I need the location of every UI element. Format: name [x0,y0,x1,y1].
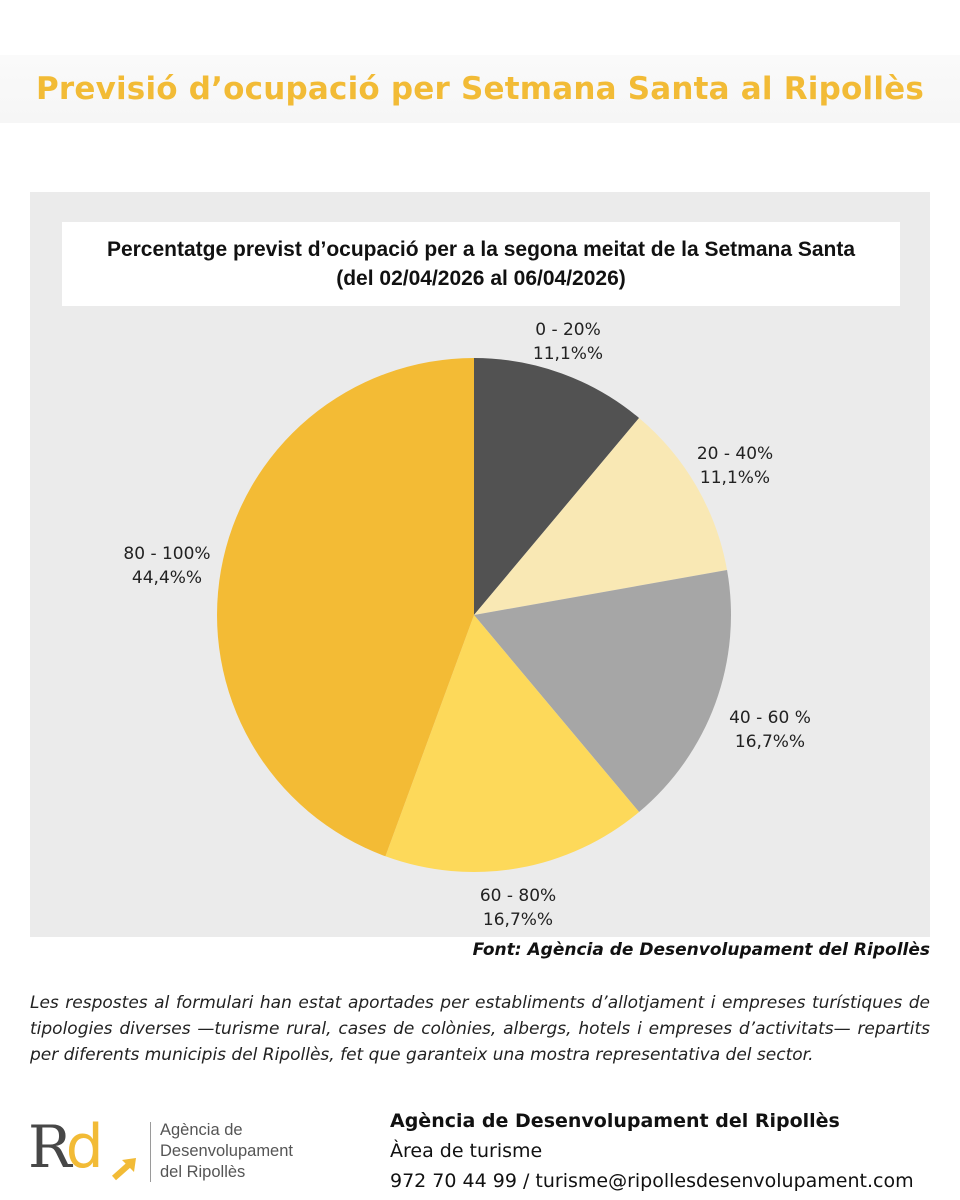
slice-category-2: 20 - 40% [696,444,774,464]
chart-subtitle: (del 02/04/2026 al 06/04/2026) [336,267,626,290]
slice-value-1: 11,1%% [532,344,604,364]
contact-name: Agència de Desenvolupament del Ripollès [390,1110,840,1132]
slice-label-1 [508,318,628,366]
source-credit: Font: Agència de Desenvolupament del Ripollès [472,940,930,960]
agency-logo [28,1112,348,1188]
slice-value-2: 11,1%% [699,468,771,488]
logo-agency-name: Agència de Desenvolupament del Ripollès [160,1121,293,1181]
slice-category-4: 60 - 80% [479,886,557,906]
chart-panel [30,192,930,937]
header-banner [0,55,960,123]
slice-label-4 [458,884,578,932]
slice-label-5 [107,542,227,590]
logo-divider [150,1122,151,1182]
slice-value-5: 44,4%% [131,568,203,588]
contact-block [390,1106,914,1196]
logo-arrow-icon [112,1156,142,1182]
chart-title: Percentatge previst d’ocupació per a la segona meitat de la Setmana Santa [106,238,856,261]
logo-monogram: Rd [28,1112,98,1182]
slice-category-3: 40 - 60 % [729,708,811,728]
page-title: Previsió d’ocupació per Setmana Santa al Ripollès [35,71,925,107]
contact-phone-email: 972 70 44 99 / turisme@ripollesdesenvolupament.com [390,1170,914,1192]
slice-label-2 [675,442,795,490]
slice-category-5: 80 - 100% [123,544,211,564]
slice-label-3 [710,706,830,754]
slice-value-3: 16,7%% [734,732,806,752]
slice-category-1: 0 - 20% [535,320,601,340]
contact-area: Àrea de turisme [390,1140,543,1162]
slice-value-4: 16,7%% [482,910,554,930]
survey-note: Les respostes al formulari han estat aportades per establiments d’allotjament i empreses turístiques de tipologies diverses —turisme rural, cases de colònies, albergs, hotels i empreses d’activitats— repartits per diferents municipis del Ripollès, fet que garanteix una mostra representativa del sector. [30,993,930,1065]
